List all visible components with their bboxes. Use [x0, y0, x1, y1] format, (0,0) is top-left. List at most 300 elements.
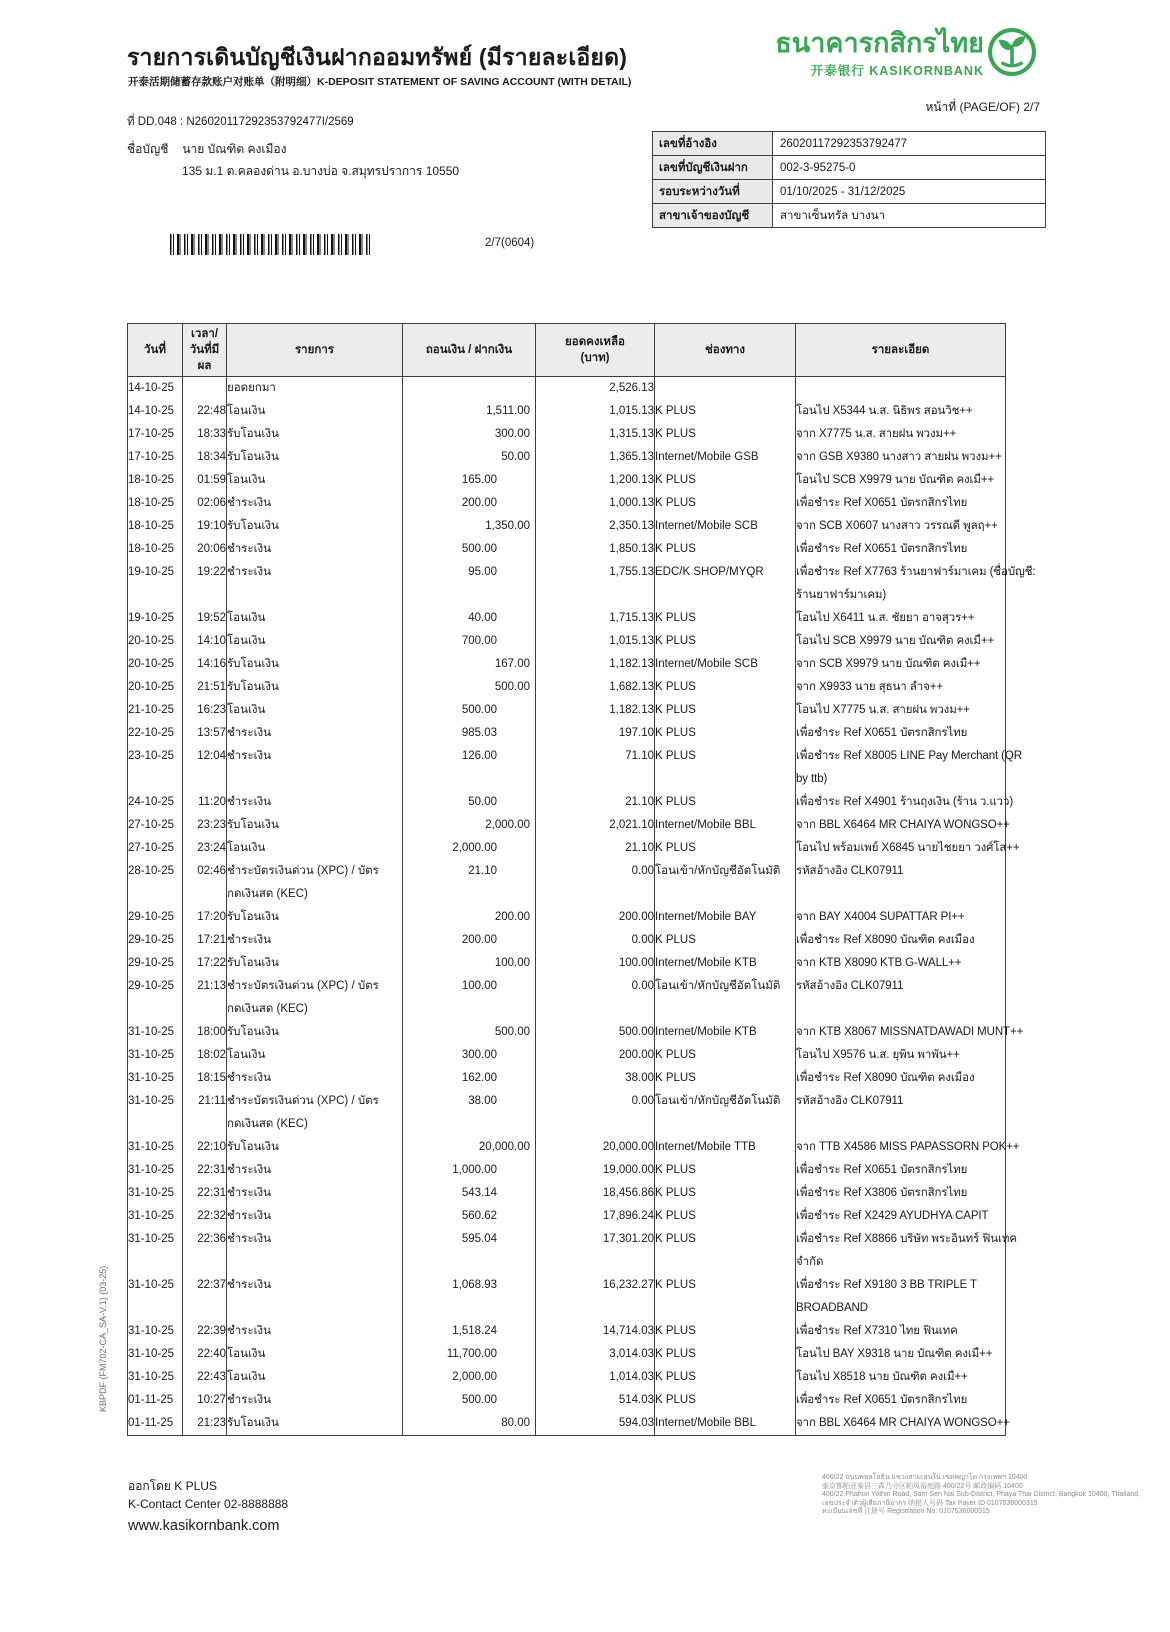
cell-date: 31-10-25 [128, 1274, 183, 1320]
cell-detail: โอนไป X7775 น.ส. สายฝน พวงม++ [796, 699, 1006, 722]
cell-amount: 50.00 [403, 791, 536, 814]
cell-detail: จาก BBL X6464 MR CHAIYA WONGSO++ [796, 1412, 1006, 1436]
cell-type: ชำระเงิน [227, 561, 403, 607]
cell-type: ชำระบัตรเงินด่วน (XPC) / บัตร กดเงินสด (KEC) [227, 975, 403, 1021]
cell-time: 20:06 [183, 538, 227, 561]
cell-balance: 100.00 [536, 952, 655, 975]
cell-amount: 100.00 [403, 975, 536, 1021]
cell-detail: เพื่อชำระ Ref X0651 บัตรกสิกรไทย [796, 538, 1006, 561]
transaction-row [128, 400, 1006, 423]
cell-time: 11:20 [183, 791, 227, 814]
cell-amount: 2,000.00 [403, 814, 536, 837]
cell-channel: K PLUS [655, 1320, 796, 1343]
cell-channel: K PLUS [655, 400, 796, 423]
cell-time: 22:37 [183, 1274, 227, 1320]
transaction-row [128, 1320, 1006, 1343]
header-time: เวลา/ วันที่มีผล [183, 324, 227, 377]
cell-time [183, 377, 227, 401]
cell-channel: K PLUS [655, 699, 796, 722]
info-value: สาขาเซ็นทรัล บางนา [780, 210, 886, 222]
cell-amount: 500.00 [403, 699, 536, 722]
cell-balance: 20,000.00 [536, 1136, 655, 1159]
cell-detail: เพื่อชำระ Ref X4901 ร้านถุงเงิน (ร้าน ว.แวว) [796, 791, 1006, 814]
cell-channel: Internet/Mobile BBL [655, 1412, 796, 1436]
cell-amount: 2,000.00 [403, 1366, 536, 1389]
cell-detail: จาก GSB X9380 นางสาว สายฝน พวงม++ [796, 446, 1006, 469]
cell-balance: 18,456.86 [536, 1182, 655, 1205]
bank-name: ธนาคารกสิกรไทย [775, 28, 984, 58]
cell-channel: EDC/K SHOP/MYQR [655, 561, 796, 607]
transaction-row [128, 1044, 1006, 1067]
bank-website: www.kasikornbank.com [128, 1518, 280, 1534]
cell-balance: 1,015.13 [536, 400, 655, 423]
cell-date: 29-10-25 [128, 929, 183, 952]
cell-type: ชำระเงิน [227, 929, 403, 952]
cell-amount: 200.00 [403, 929, 536, 952]
cell-balance: 1,850.13 [536, 538, 655, 561]
cell-date: 31-10-25 [128, 1205, 183, 1228]
cell-channel: K PLUS [655, 722, 796, 745]
cell-time: 19:22 [183, 561, 227, 607]
cell-date: 29-10-25 [128, 952, 183, 975]
cell-detail: จาก X7775 น.ส. สายฝน พวงม++ [796, 423, 1006, 446]
transaction-row [128, 1182, 1006, 1205]
transaction-row [128, 1412, 1006, 1436]
cell-type: โอนเงิน [227, 469, 403, 492]
cell-amount: 1,000.00 [403, 1159, 536, 1182]
info-row [653, 204, 1045, 227]
cell-type: รับโอนเงิน [227, 952, 403, 975]
bank-taxpayer-id: เลขประจำตัวผู้เสียภาษีอากร 纳税人号码 Tax Payer ID 0107536000315 [822, 1499, 1038, 1507]
cell-amount: 1,518.24 [403, 1320, 536, 1343]
cell-amount: 560.62 [403, 1205, 536, 1228]
cell-date: 31-10-25 [128, 1067, 183, 1090]
bank-address-block [822, 1474, 1157, 1517]
cell-detail: โอนไป BAY X9318 นาย บัณฑิต คงเมื++ [796, 1343, 1006, 1366]
cell-balance: 17,301.20 [536, 1228, 655, 1274]
account-name: นาย บัณฑิต คงเมือง [182, 142, 287, 156]
cell-balance: 1,182.13 [536, 699, 655, 722]
cell-channel: K PLUS [655, 1044, 796, 1067]
transaction-row [128, 975, 1006, 1021]
cell-channel: โอนเข้า/หักบัญชีอัตโนมัติ [655, 860, 796, 906]
cell-amount: 2,000.00 [403, 837, 536, 860]
transaction-row [128, 377, 1006, 401]
cell-balance: 1,682.13 [536, 676, 655, 699]
cell-balance: 197.10 [536, 722, 655, 745]
cell-time: 23:24 [183, 837, 227, 860]
cell-channel: โอนเข้า/หักบัญชีอัตโนมัติ [655, 975, 796, 1021]
cell-detail: รหัสอ้างอิง CLK07911 [796, 975, 1006, 1021]
cell-detail: รหัสอ้างอิง CLK07911 [796, 1090, 1006, 1136]
issued-by: ออกโดย K PLUS [128, 1479, 217, 1493]
cell-time: 22:10 [183, 1136, 227, 1159]
cell-detail: เพื่อชำระ Ref X3806 บัตรกสิกรไทย [796, 1182, 1006, 1205]
cell-balance: 1,755.13 [536, 561, 655, 607]
cell-date: 31-10-25 [128, 1228, 183, 1274]
cell-date: 31-10-25 [128, 1044, 183, 1067]
cell-date: 18-10-25 [128, 538, 183, 561]
cell-date: 17-10-25 [128, 446, 183, 469]
cell-channel: Internet/Mobile SCB [655, 653, 796, 676]
transaction-row [128, 1389, 1006, 1412]
cell-amount: 200.00 [403, 492, 536, 515]
cell-date: 29-10-25 [128, 906, 183, 929]
page-indicator: หน้าที่ (PAGE/OF) 2/7 [925, 100, 1040, 114]
cell-balance: 0.00 [536, 860, 655, 906]
info-row [653, 132, 1045, 156]
cell-time: 22:31 [183, 1182, 227, 1205]
cell-channel: K PLUS [655, 745, 796, 791]
bank-registration-no: ทะเบียนเลขที่ 注册号 Registration No. 0107536000315 [822, 1508, 990, 1516]
cell-date: 31-10-25 [128, 1090, 183, 1136]
cell-type: รับโอนเงิน [227, 814, 403, 837]
cell-time: 02:06 [183, 492, 227, 515]
cell-type: รับโอนเงิน [227, 1412, 403, 1436]
transaction-row [128, 722, 1006, 745]
cell-amount: 21.10 [403, 860, 536, 906]
transaction-row [128, 607, 1006, 630]
cell-balance: 0.00 [536, 975, 655, 1021]
cell-channel: โอนเข้า/หักบัญชีอัตโนมัติ [655, 1090, 796, 1136]
cell-time: 17:21 [183, 929, 227, 952]
cell-balance: 14,714.03 [536, 1320, 655, 1343]
cell-balance: 200.00 [536, 1044, 655, 1067]
cell-channel: Internet/Mobile KTB [655, 952, 796, 975]
cell-channel: Internet/Mobile BAY [655, 906, 796, 929]
cell-detail: จาก SCB X0607 นางสาว วรรณดี พูลฤ++ [796, 515, 1006, 538]
cell-time: 22:40 [183, 1343, 227, 1366]
cell-date: 20-10-25 [128, 676, 183, 699]
cell-detail: จาก BBL X6464 MR CHAIYA WONGSO++ [796, 814, 1006, 837]
info-label: เลขที่อ้างอิง [653, 132, 773, 155]
transaction-row [128, 1366, 1006, 1389]
cell-detail: โอนไป พร้อมเพย์ X6845 นายไชยยา วงศ์โส++ [796, 837, 1006, 860]
table-header-row [128, 324, 1006, 377]
cell-balance: 16,232.27 [536, 1274, 655, 1320]
cell-balance: 1,182.13 [536, 653, 655, 676]
cell-balance: 200.00 [536, 906, 655, 929]
cell-time: 18:00 [183, 1021, 227, 1044]
cell-amount: 40.00 [403, 607, 536, 630]
cell-amount: 100.00 [403, 952, 536, 975]
cell-type: ชำระบัตรเงินด่วน (XPC) / บัตร กดเงินสด (KEC) [227, 860, 403, 906]
cell-type: โอนเงิน [227, 699, 403, 722]
cell-time: 02:46 [183, 860, 227, 906]
transaction-row [128, 1228, 1006, 1274]
cell-date: 31-10-25 [128, 1343, 183, 1366]
cell-balance: 17,896.24 [536, 1205, 655, 1228]
cell-type: โอนเงิน [227, 837, 403, 860]
cell-time: 17:22 [183, 952, 227, 975]
cell-type: โอนเงิน [227, 630, 403, 653]
cell-amount: 1,350.00 [403, 515, 536, 538]
cell-date: 31-10-25 [128, 1021, 183, 1044]
cell-time: 18:34 [183, 446, 227, 469]
cell-detail: จาก X9933 นาย สุธนา ลำจ++ [796, 676, 1006, 699]
cell-type: โอนเงิน [227, 1343, 403, 1366]
header-date: วันที่ [128, 324, 183, 377]
cell-type: ยอดยกมา [227, 377, 403, 401]
cell-detail: เพื่อชำระ Ref X0651 บัตรกสิกรไทย [796, 1389, 1006, 1412]
transaction-row [128, 837, 1006, 860]
cell-amount: 300.00 [403, 423, 536, 446]
cell-amount: 95.00 [403, 561, 536, 607]
cell-amount: 50.00 [403, 446, 536, 469]
cell-type: ชำระเงิน [227, 1228, 403, 1274]
cell-detail: เพื่อชำระ Ref X2429 AYUDHYA CAPIT [796, 1205, 1006, 1228]
transaction-row [128, 791, 1006, 814]
cell-detail: โอนไป X8518 นาย บัณฑิต คงเมื++ [796, 1366, 1006, 1389]
cell-type: โอนเงิน [227, 607, 403, 630]
transaction-row [128, 492, 1006, 515]
header-channel: ช่องทาง [655, 324, 796, 377]
cell-date: 18-10-25 [128, 469, 183, 492]
cell-date: 27-10-25 [128, 837, 183, 860]
transaction-row [128, 446, 1006, 469]
cell-detail: เพื่อชำระ Ref X0651 บัตรกสิกรไทย [796, 1159, 1006, 1182]
cell-type: ชำระเงิน [227, 1159, 403, 1182]
cell-channel: K PLUS [655, 791, 796, 814]
cell-date: 14-10-25 [128, 377, 183, 401]
cell-time: 22:39 [183, 1320, 227, 1343]
cell-type: ชำระเงิน [227, 722, 403, 745]
account-name-line [127, 140, 286, 159]
header-type: รายการ [227, 324, 403, 377]
cell-type: โอนเงิน [227, 1366, 403, 1389]
cell-type: รับโอนเงิน [227, 1021, 403, 1044]
transaction-row [128, 538, 1006, 561]
cell-type: ชำระเงิน [227, 1205, 403, 1228]
cell-date: 14-10-25 [128, 400, 183, 423]
cell-type: รับโอนเงิน [227, 1136, 403, 1159]
transaction-row [128, 1205, 1006, 1228]
cell-amount: 300.00 [403, 1044, 536, 1067]
cell-date: 17-10-25 [128, 423, 183, 446]
cell-time: 18:02 [183, 1044, 227, 1067]
transaction-row [128, 906, 1006, 929]
info-row [653, 180, 1045, 204]
cell-channel: K PLUS [655, 492, 796, 515]
cell-time: 01:59 [183, 469, 227, 492]
transaction-row [128, 515, 1006, 538]
transaction-row [128, 1067, 1006, 1090]
cell-balance: 0.00 [536, 1090, 655, 1136]
cell-balance: 1,014.03 [536, 1366, 655, 1389]
cell-channel [655, 377, 796, 401]
cell-time: 12:04 [183, 745, 227, 791]
cell-balance: 1,315.13 [536, 423, 655, 446]
cell-amount: 38.00 [403, 1090, 536, 1136]
cell-date: 31-10-25 [128, 1136, 183, 1159]
transaction-row [128, 929, 1006, 952]
cell-time: 21:23 [183, 1412, 227, 1436]
cell-time: 14:16 [183, 653, 227, 676]
contact-center: K-Contact Center 02-8888888 [128, 1497, 289, 1511]
cell-time: 16:23 [183, 699, 227, 722]
cell-time: 10:27 [183, 1389, 227, 1412]
cell-date: 29-10-25 [128, 975, 183, 1021]
cell-date: 19-10-25 [128, 561, 183, 607]
cell-date: 31-10-25 [128, 1366, 183, 1389]
cell-detail: โอนไป X5344 น.ส. นิธิพร สอนวิช++ [796, 400, 1006, 423]
cell-channel: Internet/Mobile GSB [655, 446, 796, 469]
cell-type: ชำระเงิน [227, 745, 403, 791]
account-name-label: ชื่อบัญชี [127, 142, 169, 156]
cell-time: 22:43 [183, 1366, 227, 1389]
cell-type: รับโอนเงิน [227, 446, 403, 469]
cell-date: 27-10-25 [128, 814, 183, 837]
cell-channel: K PLUS [655, 630, 796, 653]
transaction-row [128, 561, 1006, 607]
cell-detail: เพื่อชำระ Ref X8005 LINE Pay Merchant (QR by ttb) [796, 745, 1006, 791]
cell-balance: 500.00 [536, 1021, 655, 1044]
cell-amount: 165.00 [403, 469, 536, 492]
header-balance: ยอดคงเหลือ (บาท) [536, 324, 655, 377]
cell-detail: เพื่อชำระ Ref X7763 ร้านยาฟาร์มาเคม (ชื่อบัญชี: ร้านยาฟาร์มาเคม) [796, 561, 1006, 607]
cell-time: 22:32 [183, 1205, 227, 1228]
cell-time: 23:23 [183, 814, 227, 837]
cell-time: 22:36 [183, 1228, 227, 1274]
transaction-row [128, 1090, 1006, 1136]
cell-type: ชำระเงิน [227, 1274, 403, 1320]
info-box [652, 131, 1046, 228]
cell-detail: เพื่อชำระ Ref X7310 ไทย ฟินเทค [796, 1320, 1006, 1343]
cell-channel: K PLUS [655, 538, 796, 561]
cell-balance: 1,000.13 [536, 492, 655, 515]
cell-amount: 126.00 [403, 745, 536, 791]
transaction-row [128, 814, 1006, 837]
transaction-row [128, 745, 1006, 791]
cell-date: 28-10-25 [128, 860, 183, 906]
cell-amount: 543.14 [403, 1182, 536, 1205]
transaction-row [128, 1159, 1006, 1182]
cell-balance: 2,021.10 [536, 814, 655, 837]
cell-amount: 80.00 [403, 1412, 536, 1436]
cell-detail: โอนไป SCB X9979 นาย บัณฑิต คงเมื++ [796, 469, 1006, 492]
transaction-row [128, 699, 1006, 722]
cell-type: รับโอนเงิน [227, 515, 403, 538]
info-label: เลขที่บัญชีเงินฝาก [653, 156, 773, 179]
cell-type: รับโอนเงิน [227, 423, 403, 446]
cell-time: 17:20 [183, 906, 227, 929]
cell-time: 14:10 [183, 630, 227, 653]
cell-amount: 595.04 [403, 1228, 536, 1274]
cell-detail: โอนไป X6411 น.ส. ชัยยา อาจสุวร++ [796, 607, 1006, 630]
cell-time: 21:11 [183, 1090, 227, 1136]
cell-detail: เพื่อชำระ Ref X9180 3 BB TRIPLE T BROADBAND [796, 1274, 1006, 1320]
cell-type: ชำระบัตรเงินด่วน (XPC) / บัตร กดเงินสด (KEC) [227, 1090, 403, 1136]
cell-amount: 162.00 [403, 1067, 536, 1090]
cell-channel: Internet/Mobile BBL [655, 814, 796, 837]
cell-amount: 700.00 [403, 630, 536, 653]
cell-detail: จาก TTB X4586 MISS PAPASSORN POK++ [796, 1136, 1006, 1159]
cell-type: รับโอนเงิน [227, 653, 403, 676]
cell-amount: 500.00 [403, 538, 536, 561]
cell-channel: Internet/Mobile TTB [655, 1136, 796, 1159]
cell-amount [403, 377, 536, 401]
cell-detail: เพื่อชำระ Ref X8866 บริษัท พระอินทร์ ฟินเทค จำกัด [796, 1228, 1006, 1274]
cell-time: 18:15 [183, 1067, 227, 1090]
table-body [128, 377, 1036, 1436]
header-amount: ถอนเงิน / ฝากเงิน [403, 324, 536, 377]
cell-channel: K PLUS [655, 1389, 796, 1412]
cell-channel: K PLUS [655, 1159, 796, 1182]
statement-table-wrap [127, 323, 1036, 1436]
cell-balance: 0.00 [536, 929, 655, 952]
info-box-body [653, 132, 1045, 227]
cell-channel: K PLUS [655, 1205, 796, 1228]
cell-type: ชำระเงิน [227, 1182, 403, 1205]
cell-detail [796, 377, 1006, 401]
cell-time: 21:51 [183, 676, 227, 699]
cell-amount: 20,000.00 [403, 1136, 536, 1159]
cell-time: 22:31 [183, 1159, 227, 1182]
cell-detail: เพื่อชำระ Ref X0651 บัตรกสิกรไทย [796, 492, 1006, 515]
cell-amount: 200.00 [403, 906, 536, 929]
cell-detail: เพื่อชำระ Ref X8090 บัณฑิต คงเมือง [796, 929, 1006, 952]
cell-amount: 985.03 [403, 722, 536, 745]
kasikornbank-logo-icon [986, 26, 1038, 83]
cell-date: 31-10-25 [128, 1159, 183, 1182]
cell-type: ชำระเงิน [227, 791, 403, 814]
cell-balance: 514.03 [536, 1389, 655, 1412]
cell-time: 21:13 [183, 975, 227, 1021]
cell-amount: 500.00 [403, 1389, 536, 1412]
transaction-row [128, 630, 1006, 653]
cell-date: 18-10-25 [128, 492, 183, 515]
cell-channel: K PLUS [655, 607, 796, 630]
cell-detail: จาก KTB X8067 MISSNATDAWADI MUNT++ [796, 1021, 1006, 1044]
cell-balance: 1,715.13 [536, 607, 655, 630]
cell-time: 19:52 [183, 607, 227, 630]
cell-channel: K PLUS [655, 1274, 796, 1320]
cell-balance: 1,015.13 [536, 630, 655, 653]
barcode-label: 2/7(0604) [485, 237, 535, 249]
cell-detail: จาก BAY X4004 SUPATTAR PI++ [796, 906, 1006, 929]
cell-channel: K PLUS [655, 676, 796, 699]
statement-table [127, 323, 1036, 1436]
cell-date: 18-10-25 [128, 515, 183, 538]
cell-balance: 71.10 [536, 745, 655, 791]
transaction-row [128, 423, 1006, 446]
account-address: 135 ม.1 ต.คลองด่าน อ.บางบ่อ จ.สมุทรปราการ 10550 [182, 164, 460, 178]
cell-amount: 1,068.93 [403, 1274, 536, 1320]
cell-date: 20-10-25 [128, 653, 183, 676]
cell-amount: 1,511.00 [403, 400, 536, 423]
cell-date: 21-10-25 [128, 699, 183, 722]
cell-channel: K PLUS [655, 469, 796, 492]
cell-balance: 3,014.03 [536, 1343, 655, 1366]
cell-type: โอนเงิน [227, 400, 403, 423]
cell-type: ชำระเงิน [227, 538, 403, 561]
cell-date: 23-10-25 [128, 745, 183, 791]
cell-date: 01-11-25 [128, 1389, 183, 1412]
transaction-row [128, 469, 1006, 492]
transaction-row [128, 1136, 1006, 1159]
cell-balance: 38.00 [536, 1067, 655, 1090]
info-row [653, 156, 1045, 180]
info-value: 26020117292353792477 [780, 138, 908, 150]
bank-address-th: 400/22 ถนนพหลโยธิน แขวงสามเสนใน เขตพญาไท กรุงเทพฯ 10400 [822, 1474, 1028, 1481]
cell-detail: เพื่อชำระ Ref X8090 บัณฑิต คงเมือง [796, 1067, 1006, 1090]
cell-channel: K PLUS [655, 1182, 796, 1205]
cell-amount: 500.00 [403, 1021, 536, 1044]
cell-time: 19:10 [183, 515, 227, 538]
cell-date: 01-11-25 [128, 1412, 183, 1436]
cell-date: 19-10-25 [128, 607, 183, 630]
cell-channel: K PLUS [655, 1366, 796, 1389]
